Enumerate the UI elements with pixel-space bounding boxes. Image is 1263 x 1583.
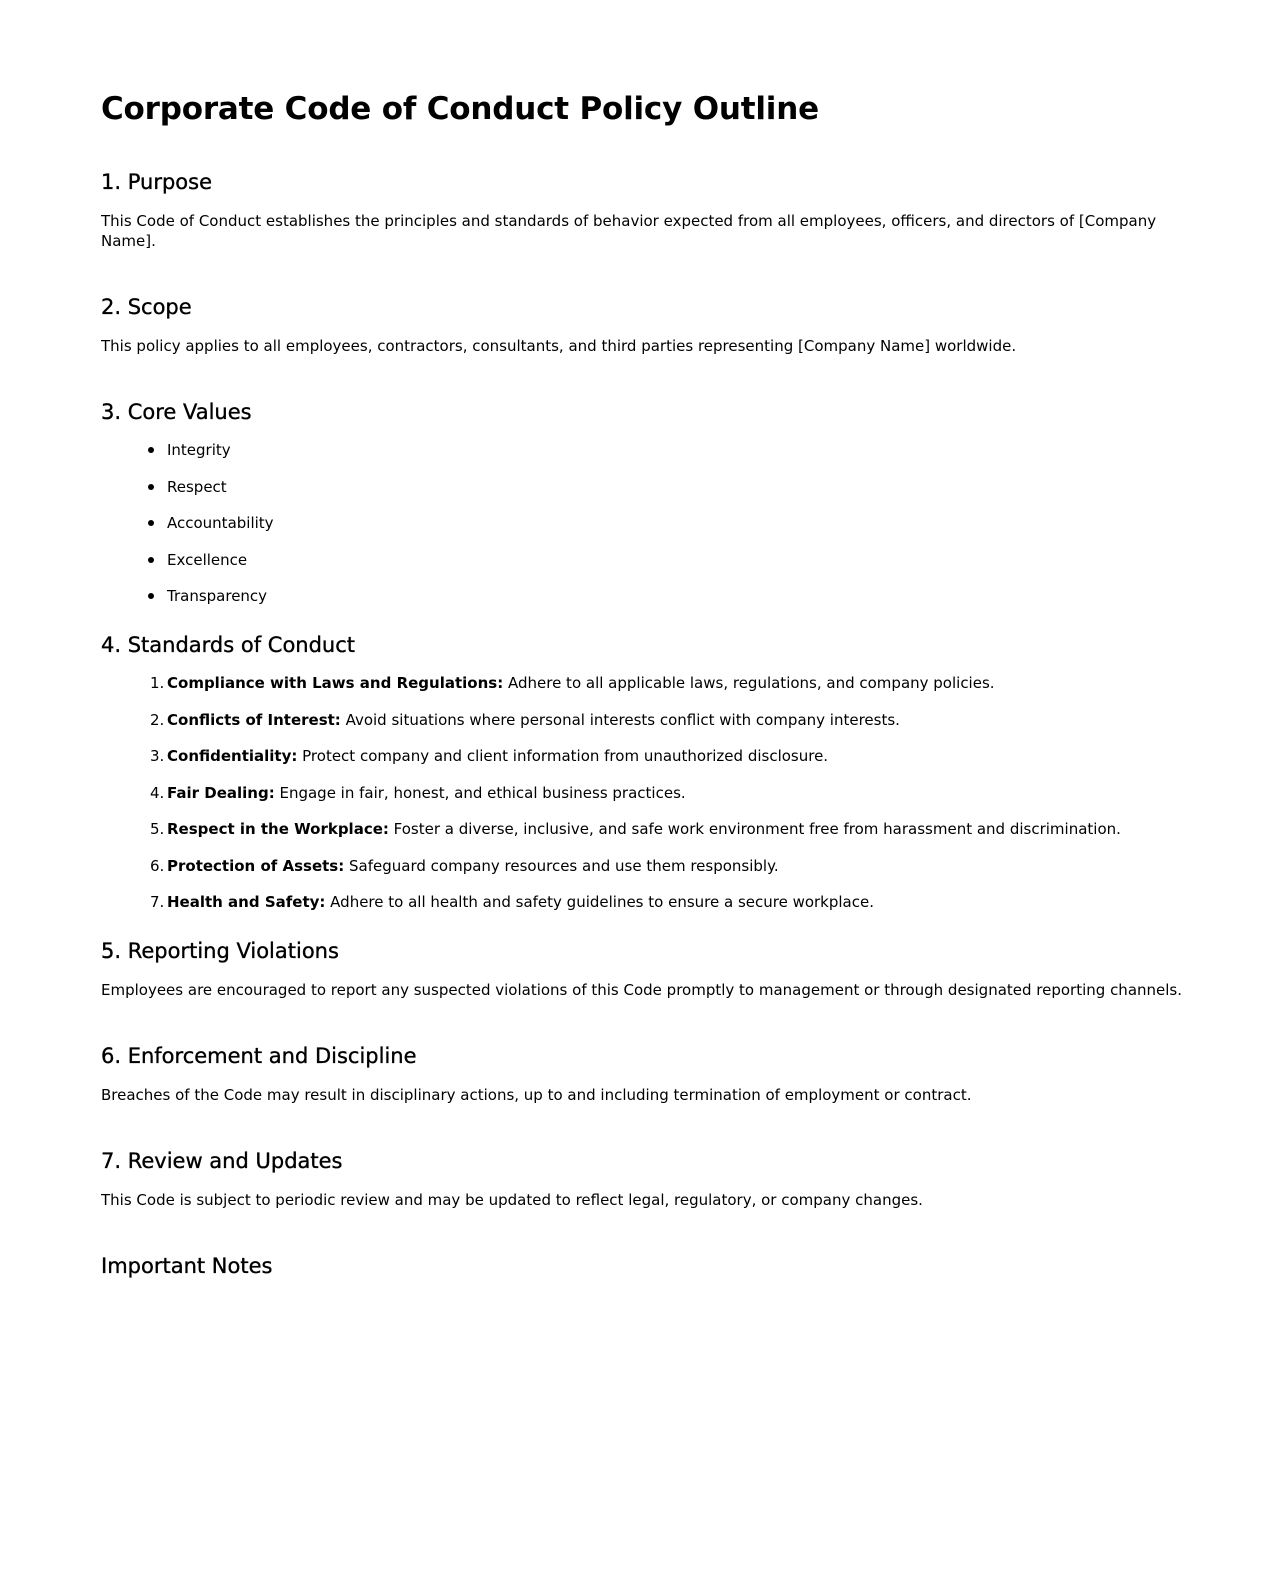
list-number: 6. bbox=[150, 856, 165, 875]
list-item-term: Fair Dealing: bbox=[167, 783, 275, 802]
bullet-icon bbox=[148, 484, 154, 490]
bullet-icon bbox=[148, 557, 154, 563]
list-number: 2. bbox=[150, 710, 165, 729]
list-item bbox=[150, 783, 1201, 803]
list-item-text: Adhere to all applicable laws, regulations, and company policies. bbox=[503, 674, 995, 692]
section-text: This Code is subject to periodic review and may be updated to reflect legal, regulatory, or company changes. bbox=[101, 1191, 923, 1209]
list-item bbox=[150, 819, 1201, 839]
list-item-text: Integrity bbox=[167, 441, 231, 459]
list-item bbox=[150, 746, 1201, 766]
standards-list bbox=[101, 673, 1201, 912]
section-enforcement bbox=[101, 1042, 1201, 1105]
section-heading: Important Notes bbox=[101, 1254, 273, 1278]
section-scope bbox=[101, 293, 1201, 356]
list-item-term: Respect in the Workplace: bbox=[167, 820, 389, 838]
document bbox=[101, 0, 1201, 1302]
list-item bbox=[150, 856, 1201, 876]
section-heading: 5. Reporting Violations bbox=[101, 939, 339, 963]
section-reporting bbox=[101, 937, 1201, 1000]
section-heading: 3. Core Values bbox=[101, 400, 252, 424]
list-number: 3. bbox=[150, 747, 165, 765]
list-item-term: Compliance with Laws and Regulations: bbox=[167, 674, 504, 692]
list-item-text: Foster a diverse, inclusive, and safe work environment free from harassment and discrimination. bbox=[388, 820, 1121, 838]
list-item-term: Conflicts of Interest: bbox=[167, 710, 341, 729]
bullet-icon bbox=[148, 520, 154, 526]
list-item-term: Confidentiality: bbox=[167, 747, 298, 765]
list-item-text: Respect bbox=[167, 477, 227, 496]
list-item-text: Accountability bbox=[167, 514, 274, 532]
page-title: Corporate Code of Conduct Policy Outline bbox=[101, 91, 819, 127]
list-item bbox=[150, 710, 1201, 730]
list-number: 5. bbox=[150, 820, 165, 838]
section-text: Employees are encouraged to report any suspected violations of this Code promptly to management or through designated reporting channels. bbox=[101, 981, 1183, 999]
core-values-list bbox=[101, 440, 1201, 606]
section-review bbox=[101, 1147, 1201, 1210]
list-item bbox=[148, 477, 1201, 497]
list-item-text: Avoid situations where personal interests conflict with company interests. bbox=[340, 710, 900, 729]
section-heading: 4. Standards of Conduct bbox=[101, 633, 356, 657]
bullet-icon bbox=[148, 447, 154, 453]
section-heading: 6. Enforcement and Discipline bbox=[101, 1044, 417, 1068]
list-item-text: Adhere to all health and safety guidelines to ensure a secure workplace. bbox=[325, 893, 874, 911]
list-item-text: Engage in fair, honest, and ethical business practices. bbox=[274, 783, 686, 802]
list-item-text: Transparency bbox=[167, 587, 268, 605]
list-item bbox=[148, 550, 1201, 570]
list-item bbox=[150, 892, 1201, 912]
section-text: This Code of Conduct establishes the principles and standards of behavior expected from all employees, officers, and directors of [Company Name]. bbox=[101, 212, 1157, 250]
list-item-text: Safeguard company resources and use them responsibly. bbox=[344, 856, 779, 875]
section-core-values bbox=[101, 398, 1201, 606]
section-standards bbox=[101, 631, 1201, 912]
section-heading: 2. Scope bbox=[101, 295, 192, 319]
list-item bbox=[148, 513, 1201, 533]
list-item-term: Protection of Assets: bbox=[167, 856, 345, 875]
bullet-icon bbox=[148, 593, 154, 599]
list-item-text: Protect company and client information from unauthorized disclosure. bbox=[297, 747, 829, 765]
list-number: 1. bbox=[150, 674, 165, 692]
section-text: Breaches of the Code may result in disciplinary actions, up to and including termination of employment or contract. bbox=[101, 1086, 972, 1104]
list-number: 7. bbox=[150, 893, 165, 911]
section-text: This policy applies to all employees, contractors, consultants, and third parties representing [Company Name] worldwide. bbox=[101, 337, 1017, 355]
section-heading: 1. Purpose bbox=[101, 170, 212, 194]
list-item bbox=[148, 440, 1201, 460]
list-item bbox=[148, 586, 1201, 606]
section-purpose bbox=[101, 168, 1201, 251]
list-item bbox=[150, 673, 1201, 693]
section-notes bbox=[101, 1252, 1201, 1280]
section-heading: 7. Review and Updates bbox=[101, 1149, 343, 1173]
list-item-text: Excellence bbox=[167, 550, 248, 569]
list-item-term: Health and Safety: bbox=[167, 893, 326, 911]
list-number: 4. bbox=[150, 783, 165, 802]
